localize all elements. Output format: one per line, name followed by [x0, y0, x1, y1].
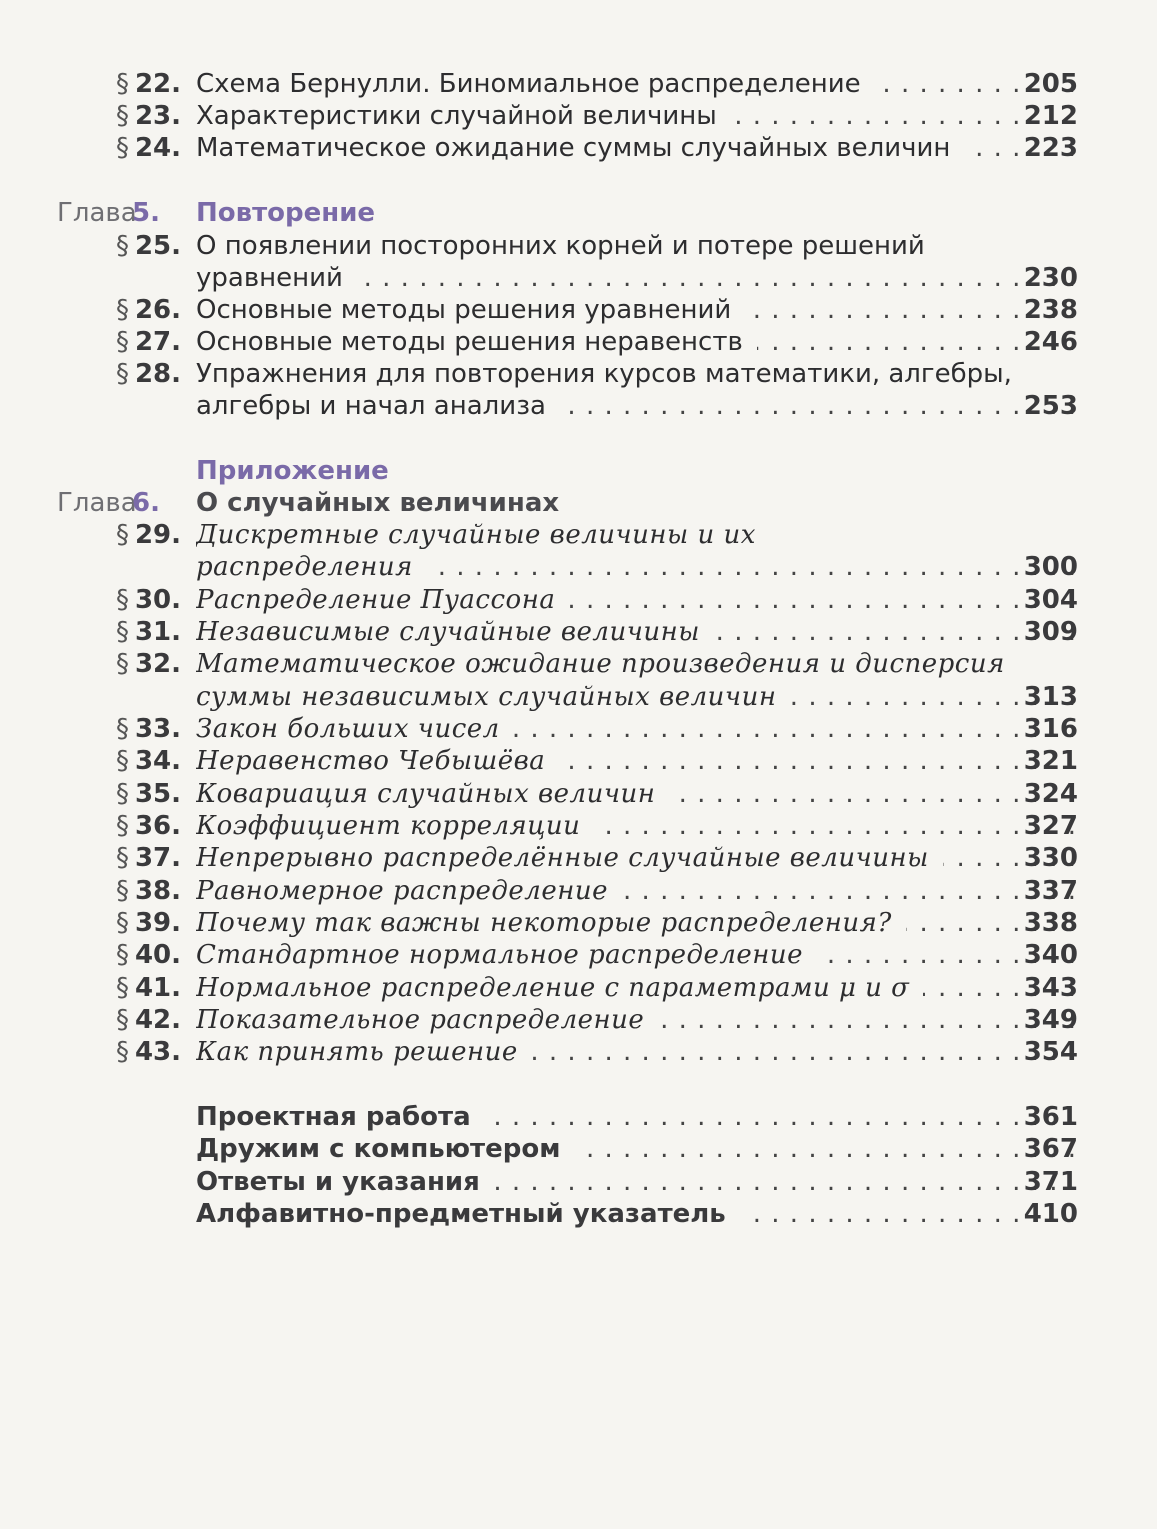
toc-entry — [0, 326, 1157, 358]
entry-title: Закон больших чисел . . . — [196, 713, 1077, 745]
entry-title: Ответы и указания . . . — [196, 1166, 1077, 1198]
entry-title: Проектная работа . . . — [196, 1101, 1077, 1133]
toc-entry — [0, 875, 1157, 907]
toc-entry — [0, 1101, 1157, 1133]
appendix-title: Приложение — [196, 456, 389, 486]
toc-entry — [0, 907, 1157, 939]
section-number: § 38. — [115, 876, 181, 906]
section-number: § 24. — [115, 133, 181, 163]
entry-title: Ковариация случайных величин . . . — [196, 778, 1077, 810]
toc-entry — [0, 713, 1157, 745]
entry-title: Математическое ожидание произведения и дисперсия — [196, 648, 1117, 680]
section-number: § 28. — [115, 359, 181, 389]
section-number: § 23. — [115, 101, 181, 131]
section-number: § 26. — [115, 295, 181, 325]
page-number: 343 — [1023, 973, 1078, 1003]
section-number: § 33. — [115, 714, 181, 744]
entry-title: Коэффициент корреляции . . . — [196, 810, 1077, 842]
page-number: 238 — [1023, 295, 1078, 325]
page-number: 309 — [1023, 617, 1078, 647]
section-number: § 43. — [115, 1037, 181, 1067]
section-number: § 22. — [115, 69, 181, 99]
toc-entry-continuation — [0, 390, 1157, 422]
section-number: § 36. — [115, 811, 181, 841]
section-number: § 34. — [115, 746, 181, 776]
entry-title: Дружим с компьютером . . . — [196, 1133, 1077, 1165]
page-number: 223 — [1023, 133, 1078, 163]
chapter-number: 6. — [132, 488, 160, 518]
page-number: 321 — [1023, 746, 1078, 776]
entry-title: Неравенство Чебышёва . . . — [196, 745, 1077, 777]
entry-title: уравнений . . . — [196, 262, 1077, 294]
section-number: § 41. — [115, 973, 181, 1003]
section-number: § 27. — [115, 327, 181, 357]
entry-title: Характеристики случайной величины . . . — [196, 100, 1077, 132]
toc-entry — [0, 358, 1157, 390]
entry-title: Непрерывно распределённые случайные величины . . . — [196, 842, 1077, 874]
section-number: § 42. — [115, 1005, 181, 1035]
toc-entry — [0, 778, 1157, 810]
entry-title: Независимые случайные величины . . . — [196, 616, 1077, 648]
section-number: § 39. — [115, 908, 181, 938]
entry-title: распределения . . . — [196, 551, 1077, 583]
entry-title: Распределение Пуассона . . . — [196, 584, 1077, 616]
toc-entry — [0, 132, 1157, 164]
chapter-title: О случайных величинах — [196, 488, 560, 518]
page-number: 337 — [1023, 876, 1078, 906]
page-number: 230 — [1023, 263, 1078, 293]
entry-title: Почему так важны некоторые распределения? . . . — [196, 907, 1077, 939]
page-number: 354 — [1023, 1037, 1078, 1067]
toc-entry — [0, 1166, 1157, 1198]
toc-entry — [0, 1133, 1157, 1165]
toc-entry — [0, 745, 1157, 777]
page-number: 327 — [1023, 811, 1078, 841]
toc-entry-continuation — [0, 681, 1157, 713]
page-number: 367 — [1023, 1134, 1078, 1164]
chapter-title: Повторение — [196, 198, 376, 228]
page-number: 349 — [1023, 1005, 1078, 1035]
page-number: 246 — [1023, 327, 1078, 357]
entry-title: Упражнения для повторения курсов математики, алгебры, — [196, 358, 1077, 390]
entry-title: Основные методы решения уравнений . . . — [196, 294, 1077, 326]
section-number: § 31. — [115, 617, 181, 647]
page-number: 212 — [1023, 101, 1078, 131]
toc-entry — [0, 584, 1157, 616]
toc-entry — [0, 1198, 1157, 1230]
toc-entry — [0, 972, 1157, 1004]
toc-entry — [0, 519, 1157, 551]
entry-title: Стандартное нормальное распределение . . . — [196, 939, 1077, 971]
chapter-heading — [0, 197, 1157, 229]
page-number: 338 — [1023, 908, 1078, 938]
entry-title: Нормальное распределение с параметрами μ и σ . . . — [196, 972, 1077, 1004]
page-number: 371 — [1023, 1167, 1078, 1197]
entry-title: суммы независимых случайных величин . . . — [196, 681, 1077, 713]
page-number: 300 — [1023, 552, 1078, 582]
toc-entry — [0, 294, 1157, 326]
page-number: 324 — [1023, 779, 1078, 809]
page-number: 340 — [1023, 940, 1078, 970]
appendix-heading — [0, 455, 1157, 487]
entry-title: О появлении посторонних корней и потере решений — [196, 230, 1077, 262]
toc-entry-continuation — [0, 551, 1157, 583]
entry-title: Математическое ожидание суммы случайных величин . . . — [196, 132, 1077, 164]
toc-entry — [0, 616, 1157, 648]
section-number: § 40. — [115, 940, 181, 970]
section-number: § 37. — [115, 843, 181, 873]
page-number: 410 — [1023, 1199, 1078, 1229]
entry-title: Как принять решение . . . — [196, 1036, 1077, 1068]
section-number: § 25. — [115, 231, 181, 261]
toc-entry — [0, 648, 1157, 680]
chapter-label: Глава — [57, 488, 137, 518]
toc-entry — [0, 68, 1157, 100]
toc-entry — [0, 230, 1157, 262]
page-number: 205 — [1023, 69, 1078, 99]
toc-entry — [0, 810, 1157, 842]
entry-title: Основные методы решения неравенств . . . — [196, 326, 1077, 358]
page-number: 253 — [1023, 391, 1078, 421]
page-number: 316 — [1023, 714, 1078, 744]
page-number: 304 — [1023, 585, 1078, 615]
entry-title: Показательное распределение . . . — [196, 1004, 1077, 1036]
section-number: § 30. — [115, 585, 181, 615]
page-number: 330 — [1023, 843, 1078, 873]
toc-entry-continuation — [0, 262, 1157, 294]
chapter-label: Глава — [57, 198, 137, 228]
chapter-heading — [0, 487, 1157, 519]
section-number: § 35. — [115, 779, 181, 809]
section-number: § 32. — [115, 649, 181, 679]
toc-entry — [0, 1036, 1157, 1068]
entry-title: Алфавитно-предметный указатель . . . — [196, 1198, 1077, 1230]
chapter-number: 5. — [132, 198, 160, 228]
toc-entry — [0, 939, 1157, 971]
entry-title: Дискретные случайные величины и их — [196, 519, 1077, 551]
entry-title: алгебры и начал анализа . . . — [196, 390, 1077, 422]
section-number: § 29. — [115, 520, 181, 550]
entry-title: Схема Бернулли. Биномиальное распределение . . . — [196, 68, 1077, 100]
toc-entry — [0, 842, 1157, 874]
toc-entry — [0, 1004, 1157, 1036]
toc-entry — [0, 100, 1157, 132]
page-number: 361 — [1023, 1102, 1078, 1132]
entry-title: Равномерное распределение . . . — [196, 875, 1077, 907]
page-number: 313 — [1023, 682, 1078, 712]
